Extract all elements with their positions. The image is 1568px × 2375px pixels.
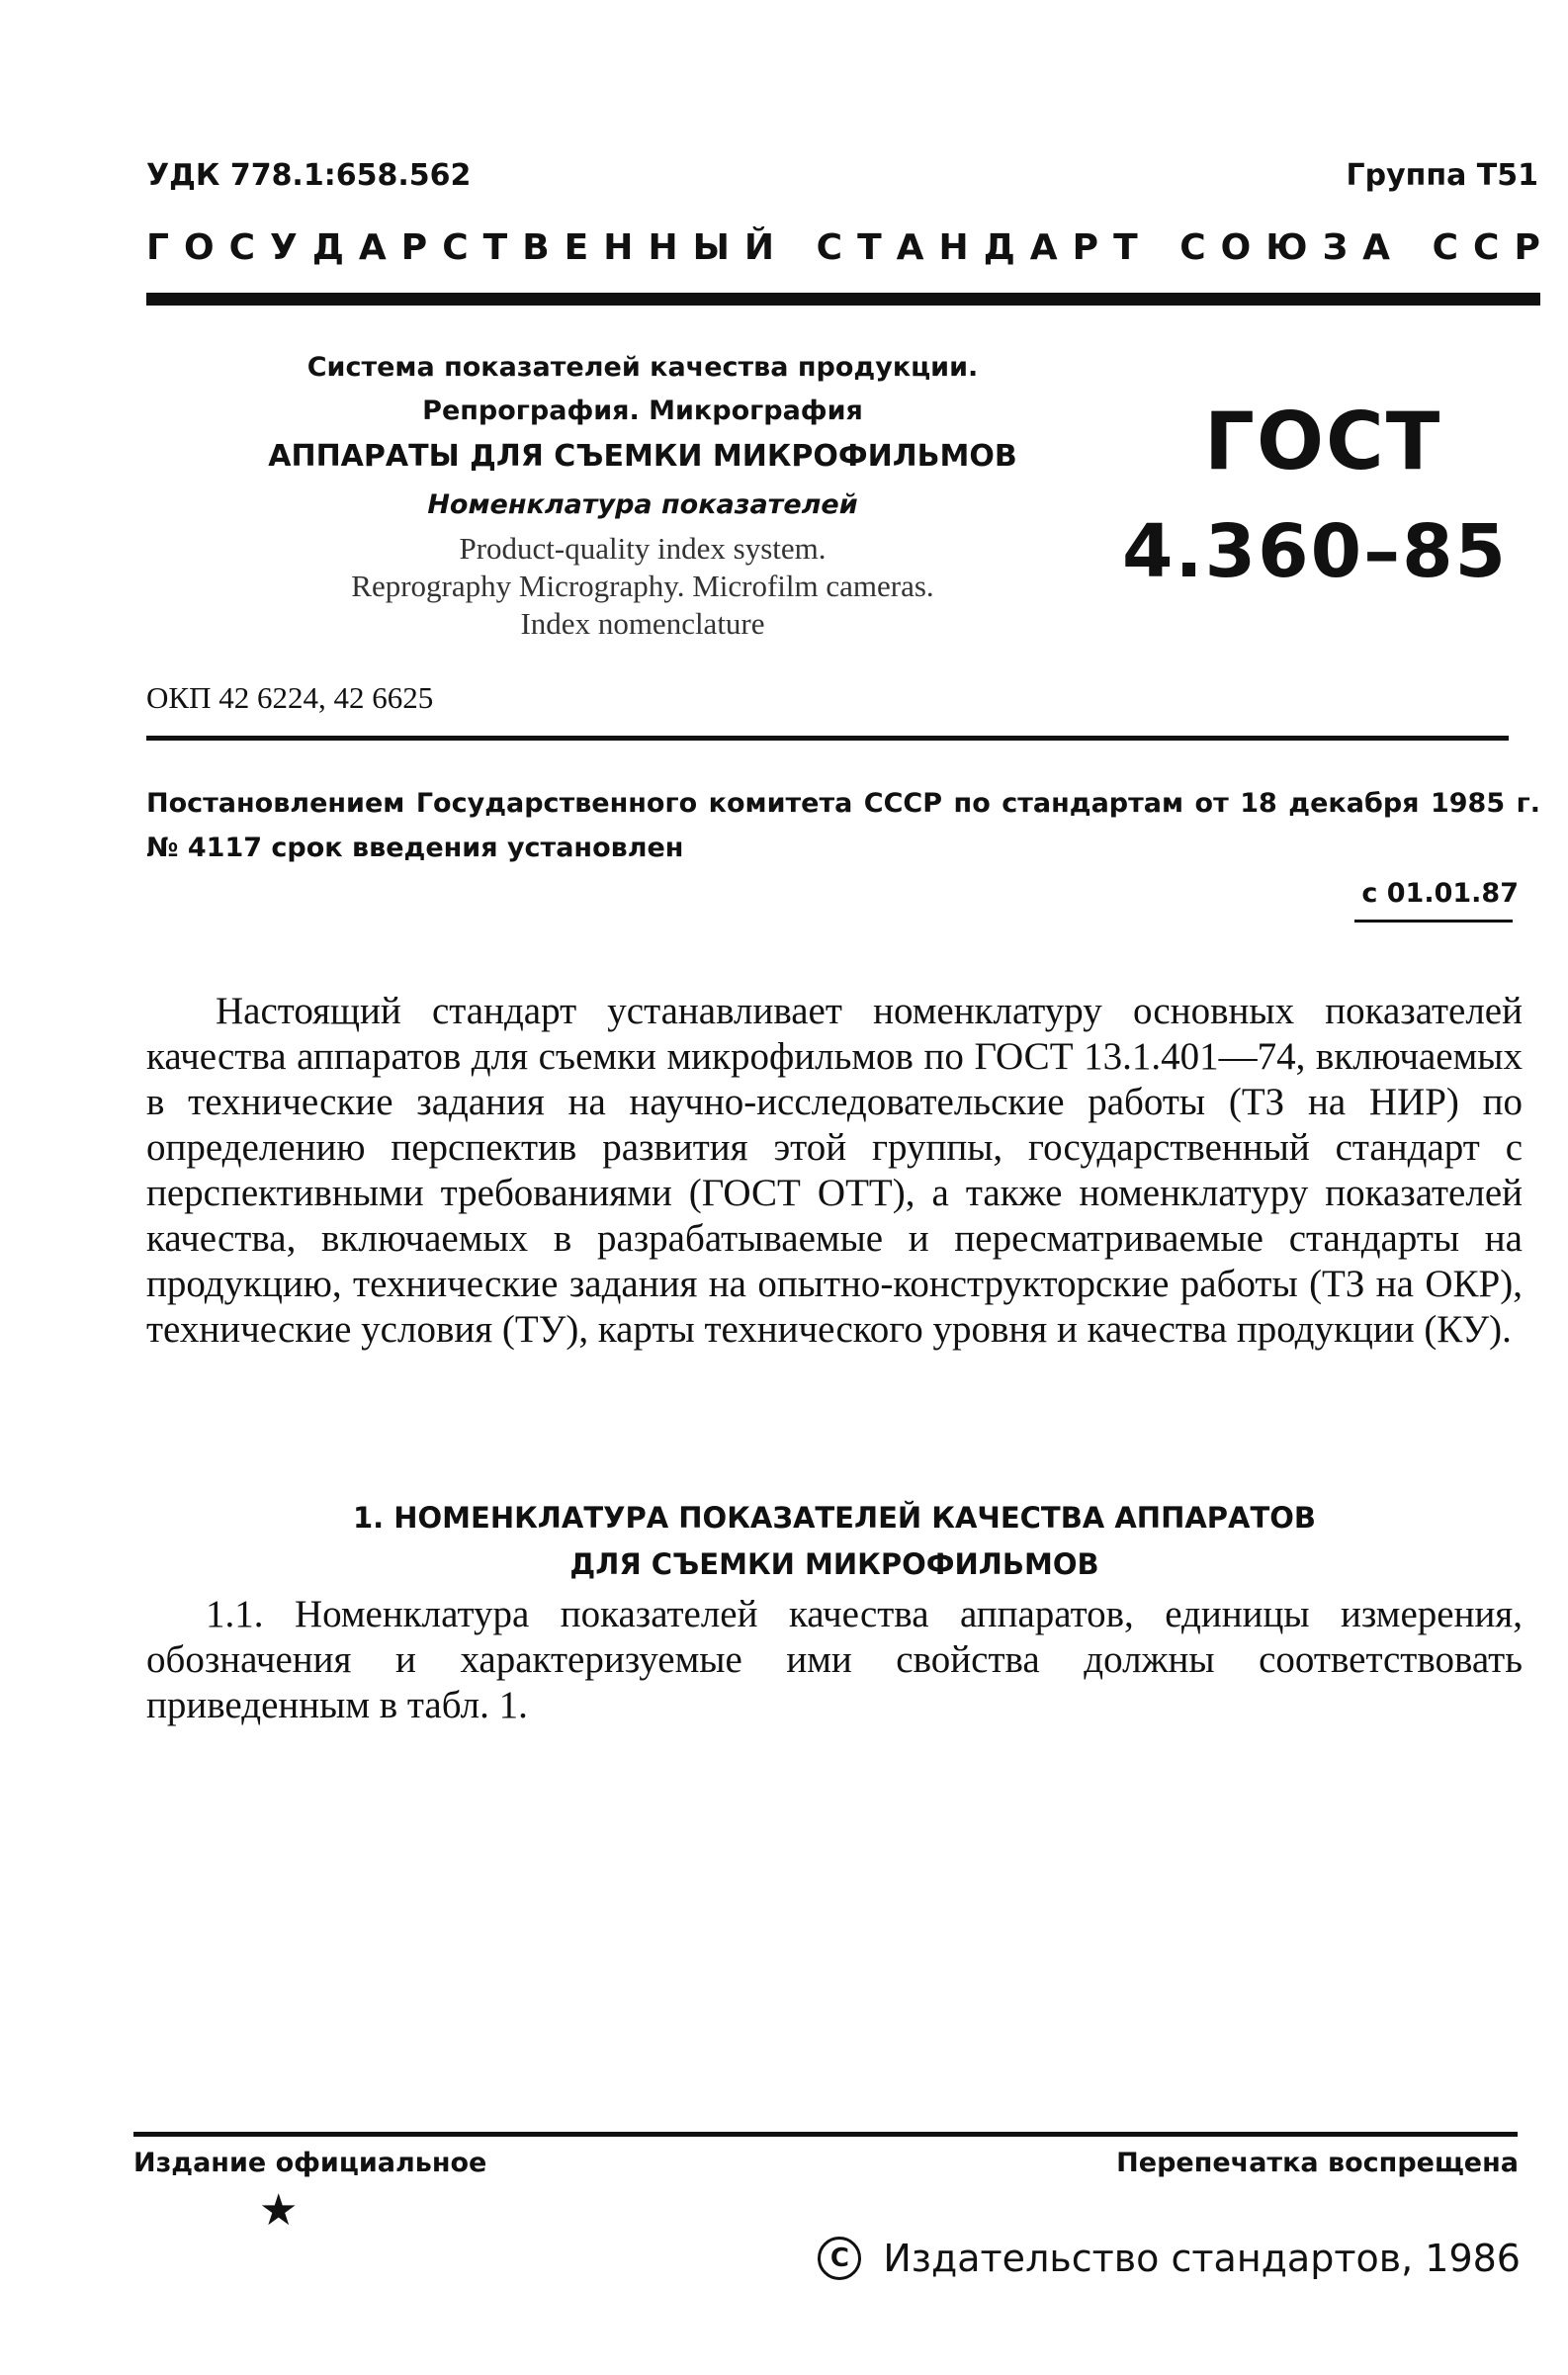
decree-text: Постановлением Государственного комитета СССР по стандартам от 18 декабря 1985 г. № 4117 срок введения установлен — [146, 788, 1540, 863]
title-line-main: АППАРАТЫ ДЛЯ СЪЕМКИ МИКРОФИЛЬМОВ — [268, 439, 1017, 474]
banner-letter: Р — [1514, 227, 1540, 268]
banner-letter: А — [896, 227, 924, 268]
title-line-system: Система показателей качества продукции. — [306, 352, 979, 383]
banner-letter: Й — [743, 227, 775, 268]
banner-letter: В — [522, 227, 550, 268]
banner-letter: Г — [146, 227, 169, 268]
introduction-date: с 01.01.87 — [1361, 878, 1519, 909]
banner-letter: С — [1473, 227, 1500, 268]
banner-letter — [1153, 227, 1166, 268]
banner-letter: Т — [482, 227, 508, 268]
banner-letter: Н — [648, 227, 678, 268]
banner-letter: С — [228, 227, 256, 268]
banner-letter: А — [358, 227, 387, 268]
okp-codes: ОКП 42 6224, 42 6625 — [146, 680, 434, 715]
banner-letter: Т — [1113, 227, 1138, 268]
star-icon: ★ — [259, 2186, 299, 2235]
top-rule — [146, 293, 1540, 306]
banner-letter: Р — [1072, 227, 1099, 268]
state-standard-banner — [146, 227, 1540, 268]
title-english-3: Index nomenclature — [520, 606, 765, 641]
title-line-reprography: Репрография. Микрография — [422, 396, 863, 426]
date-underline — [1354, 920, 1513, 923]
footer-rule — [133, 2132, 1518, 2137]
banner-letter: С — [1179, 227, 1206, 268]
banner-letter: Ы — [692, 227, 730, 268]
title-line-nomenclature: Номенклатура показателей — [427, 489, 858, 520]
section-heading-line-2: ДЛЯ СЪЕМКИ МИКРОФИЛЬМОВ — [569, 1547, 1099, 1581]
reprint-notice: Перепечатка воспрещена — [1116, 2148, 1519, 2178]
banner-letter: Е — [564, 227, 589, 268]
banner-letter: С — [1432, 227, 1459, 268]
group-code: Группа Т51 — [1346, 158, 1538, 193]
banner-letter: С — [816, 227, 843, 268]
banner-letter — [789, 227, 802, 268]
banner-letter: Р — [400, 227, 428, 268]
banner-letter: О — [183, 227, 215, 268]
section-heading-line-1: 1. НОМЕНКЛАТУРА ПОКАЗАТЕЛЕЙ КАЧЕСТВА АППАРАТОВ — [352, 1501, 1317, 1535]
banner-letter: Н — [938, 227, 969, 268]
gost-number: 4.360–85 — [1122, 509, 1509, 594]
official-edition-label: Издание официальное — [133, 2148, 487, 2178]
udk-code: УДК 778.1:658.562 — [146, 158, 472, 193]
title-english-2: Reprography Micrography. Microfilm cameras. — [351, 569, 934, 603]
banner-letter: Н — [603, 227, 634, 268]
section-rule — [146, 736, 1509, 741]
gost-label: ГОСТ — [1204, 396, 1442, 487]
banner-letter: З — [1322, 227, 1349, 268]
banner-letter: Ю — [1265, 227, 1308, 268]
banner-letter: Д — [311, 227, 344, 268]
banner-letter: У — [270, 227, 298, 268]
copyright-icon: C — [818, 2237, 861, 2280]
intro-paragraph: Настоящий стандарт устанавливает номенклатуру основных показателей качества аппаратов для съемки микрофильмов по ГОСТ 13.1.401—74, включаемых в технические задания на научно-исследовательские работы (ТЗ на НИР) по определению перспектив развития этой группы, государственный стандарт с перспективными требованиями (ГОСТ ОТТ), а также номенклатуру показателей качества, включаемых в разрабатываемые и пересматриваемые стандарты на продукцию, технические задания на опытно-конструкторские работы (ТЗ на ОКР), технические условия (ТУ), карты технического уровня и качества продукции (КУ). — [146, 990, 1523, 1351]
banner-letter: Д — [983, 227, 1015, 268]
section-heading — [146, 1495, 1523, 1588]
publisher-text: Издательство стандартов, 1986 — [883, 2237, 1521, 2280]
title-english-1: Product-quality index system. — [459, 531, 827, 566]
banner-letter: Т — [857, 227, 882, 268]
banner-letter: О — [1220, 227, 1252, 268]
banner-letter: А — [1029, 227, 1058, 268]
banner-letter — [1405, 227, 1418, 268]
clause-1-1: 1.1. Номенклатура показателей качества аппаратов, единицы измерения, обозначения и характеризуемые ими свойства должны соответствовать приведенным в табл. 1. — [146, 1593, 1523, 1726]
banner-letter: А — [1362, 227, 1391, 268]
banner-letter: С — [442, 227, 469, 268]
publisher-line — [818, 2237, 1521, 2280]
title-block — [198, 346, 1088, 643]
